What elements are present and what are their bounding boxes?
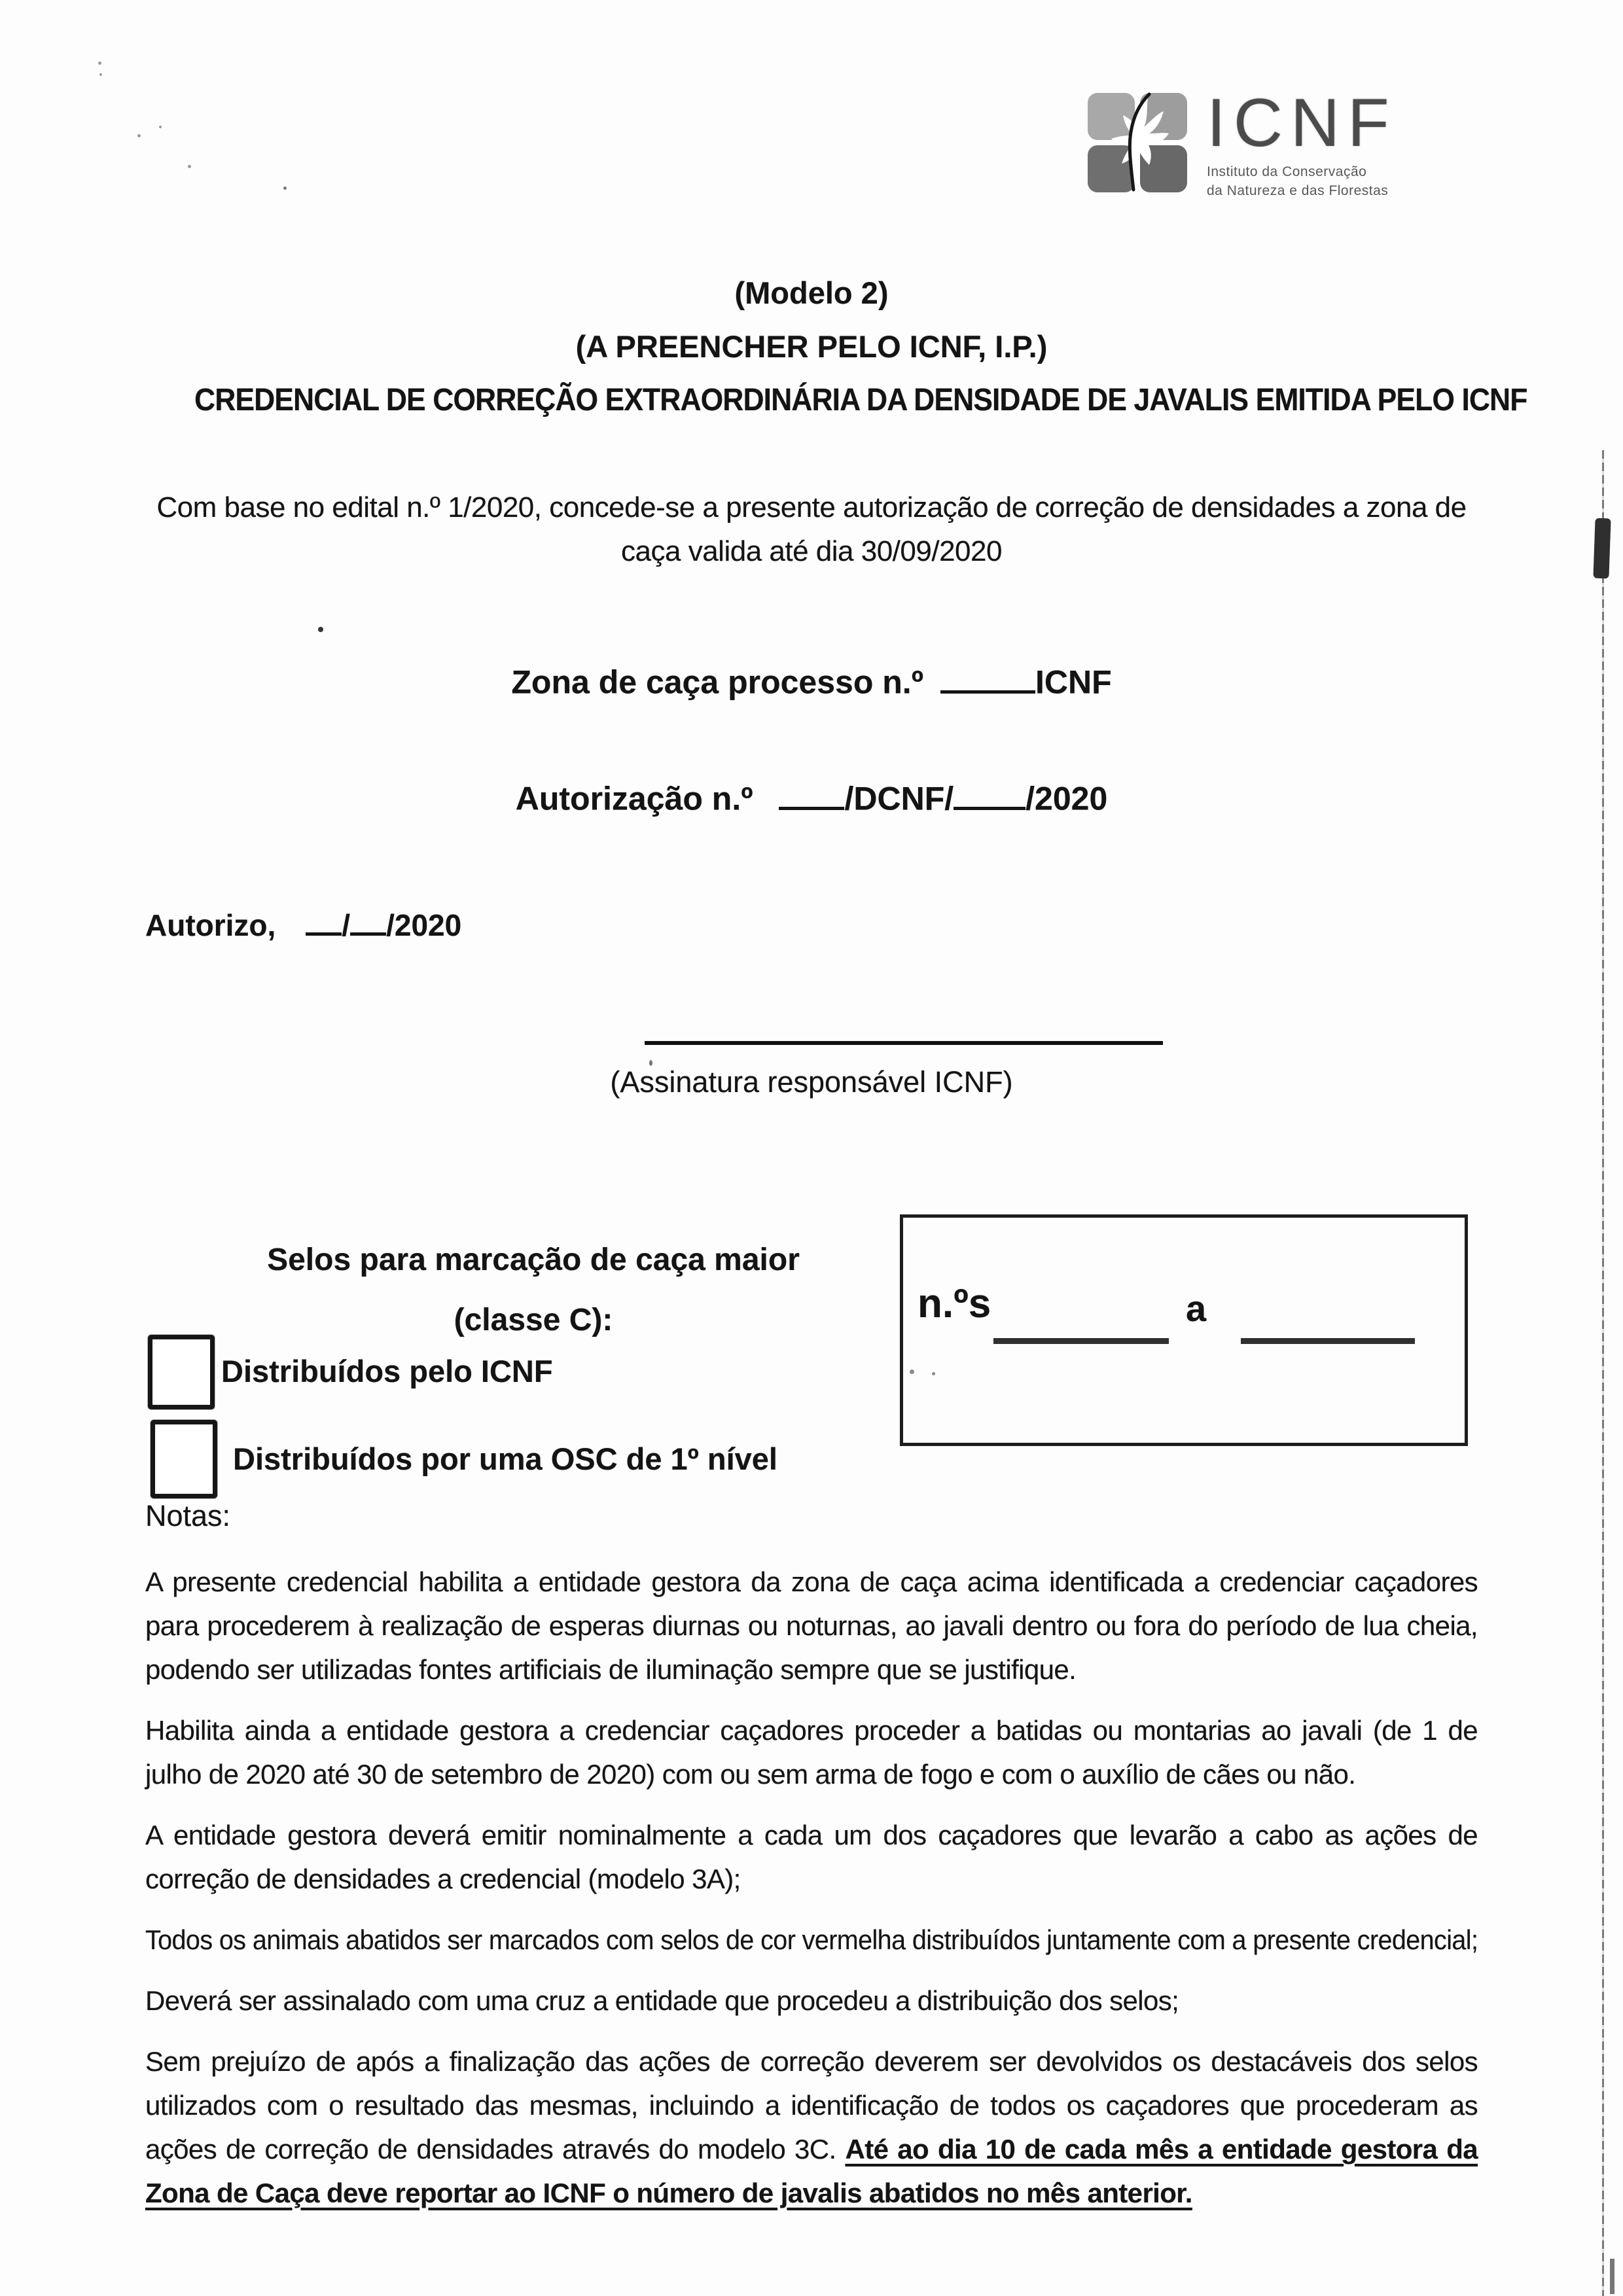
icnf-logo (1086, 85, 1453, 205)
note-paragraph-3: A entidade gestora deverá emitir nominalmente a cada um dos caçadores que levarão a cabo as ações de correção de densidades a credencial (modelo 3A); (145, 1820, 1478, 1894)
scan-speck (932, 1372, 935, 1375)
checkbox-label-icnf: Distribuídos pelo ICNF (221, 1354, 553, 1388)
checkbox-label-osc: Distribuídos por uma OSC de 1º nível (233, 1441, 777, 1476)
icnf-logo-icon (1086, 90, 1188, 192)
signature-line[interactable] (645, 1041, 1163, 1045)
seal-range-label: n.ºs (918, 1281, 991, 1326)
logo-subtitle-line1: Instituto da Conservação (1207, 164, 1367, 179)
scan-speck (98, 62, 101, 65)
process-number-field[interactable] (940, 662, 1035, 694)
scan-speck (188, 165, 191, 168)
note-paragraph-6-emphasis: Até ao dia 10 de cada mês a entidade gestora da Zona de Caça deve reportar ao ICNF o número de javalis abatidos no mês anterior. (145, 2134, 1478, 2208)
authorization-year-field[interactable] (954, 779, 1026, 810)
authorize-date-line (145, 907, 461, 943)
seals-class: (classe C): (454, 1303, 613, 1337)
note-paragraph-6-text: Sem prejuízo de após a finalização das ações de correção deverem ser devolvidos os destacáveis dos selos utilizados com o resultado das mesmas, incluindo a identificação de todos os caçadores que procederam as ações de correção de densidades através do modelo 3C. (145, 2046, 1478, 2164)
scan-speck (910, 1369, 914, 1374)
authorize-label: Autorizo, (145, 908, 276, 943)
authorization-end: /2020 (1026, 780, 1108, 817)
process-number-line (145, 662, 1478, 701)
scan-speck (159, 126, 162, 128)
model-label: (Modelo 2) (734, 275, 889, 310)
scan-speck (99, 73, 102, 76)
seal-range-connector: a (1186, 1288, 1207, 1329)
note-paragraph-1: A presente credencial habilita a entidade gestora da zona de caça acima identificada a credenciar caçadores para procederem à realização de esperas diurnas ou noturnas, ao javali dentro ou fora do período de lua cheia, podendo ser utilizadas fontes artificiais de iluminação sempre que se justifique. (145, 1566, 1478, 1685)
seal-range-end-field[interactable] (1241, 1338, 1415, 1344)
process-number-suffix: ICNF (1035, 663, 1112, 701)
authorize-day-field[interactable] (306, 907, 342, 936)
logo-subtitle-line2: da Natureza e das Florestas (1207, 183, 1389, 198)
scan-line-artifact (1602, 450, 1604, 2296)
authorization-number-field[interactable] (779, 779, 844, 810)
authorize-month-field[interactable] (350, 907, 386, 936)
scan-speck (137, 134, 141, 137)
notes-section (145, 1494, 1478, 2232)
logo-acronym: ICNF (1207, 85, 1397, 161)
scan-speck (318, 627, 323, 632)
authorize-slash: / (342, 908, 351, 943)
seal-range-start-field[interactable] (993, 1338, 1169, 1344)
scan-blob-artifact (1610, 2259, 1614, 2294)
note-paragraph-4: Todos os animais abatidos ser marcados com selos de cor vermelha distribuídos juntamente com a presente credencial; (145, 1924, 1478, 1955)
notes-heading: Notas: (145, 1499, 231, 1532)
checkbox-distribuidos-icnf[interactable] (148, 1335, 215, 1409)
note-paragraph-5: Deverá ser assinalado com uma cruz a entidade que procedeu a distribuição dos selos; (145, 1985, 1179, 2016)
seals-title: Selos para marcação de caça maior (267, 1243, 800, 1277)
checkbox-distribuidos-osc[interactable] (151, 1420, 217, 1498)
signature-caption: (Assinatura responsável ICNF) (610, 1065, 1013, 1099)
note-paragraph-2: Habilita ainda a entidade gestora a credenciar caçadores proceder a batidas ou montarias ao javali (de 1 de julho de 2020 até 30 de setembro de 2020) com ou sem arma de fogo e com o auxílio de cães ou não. (145, 1715, 1478, 1790)
fill-note: (A PREENCHER PELO ICNF, I.P.) (575, 329, 1048, 364)
scan-blob-artifact (1593, 518, 1611, 579)
scan-speck (283, 186, 287, 190)
process-number-label: Zona de caça processo n.º (511, 663, 923, 701)
intro-paragraph: Com base no edital n.º 1/2020, concede-se a presente autorização de correção de densidades a zona de caça valida até dia 30/09/2020 (156, 491, 1467, 567)
oak-leaf-icon (1086, 90, 1188, 192)
seal-range-box (900, 1214, 1468, 1446)
authorization-label: Autorização n.º (515, 780, 753, 817)
document-title: CREDENCIAL DE CORREÇÃO EXTRAORDINÁRIA DA DENSIDADE DE JAVALIS EMITIDA PELO ICNF (194, 383, 1527, 417)
authorization-number-line (145, 779, 1478, 818)
authorization-mid: /DCNF/ (844, 780, 954, 817)
note-paragraph-6 (145, 2040, 1478, 2215)
authorize-year: /2020 (386, 908, 462, 943)
